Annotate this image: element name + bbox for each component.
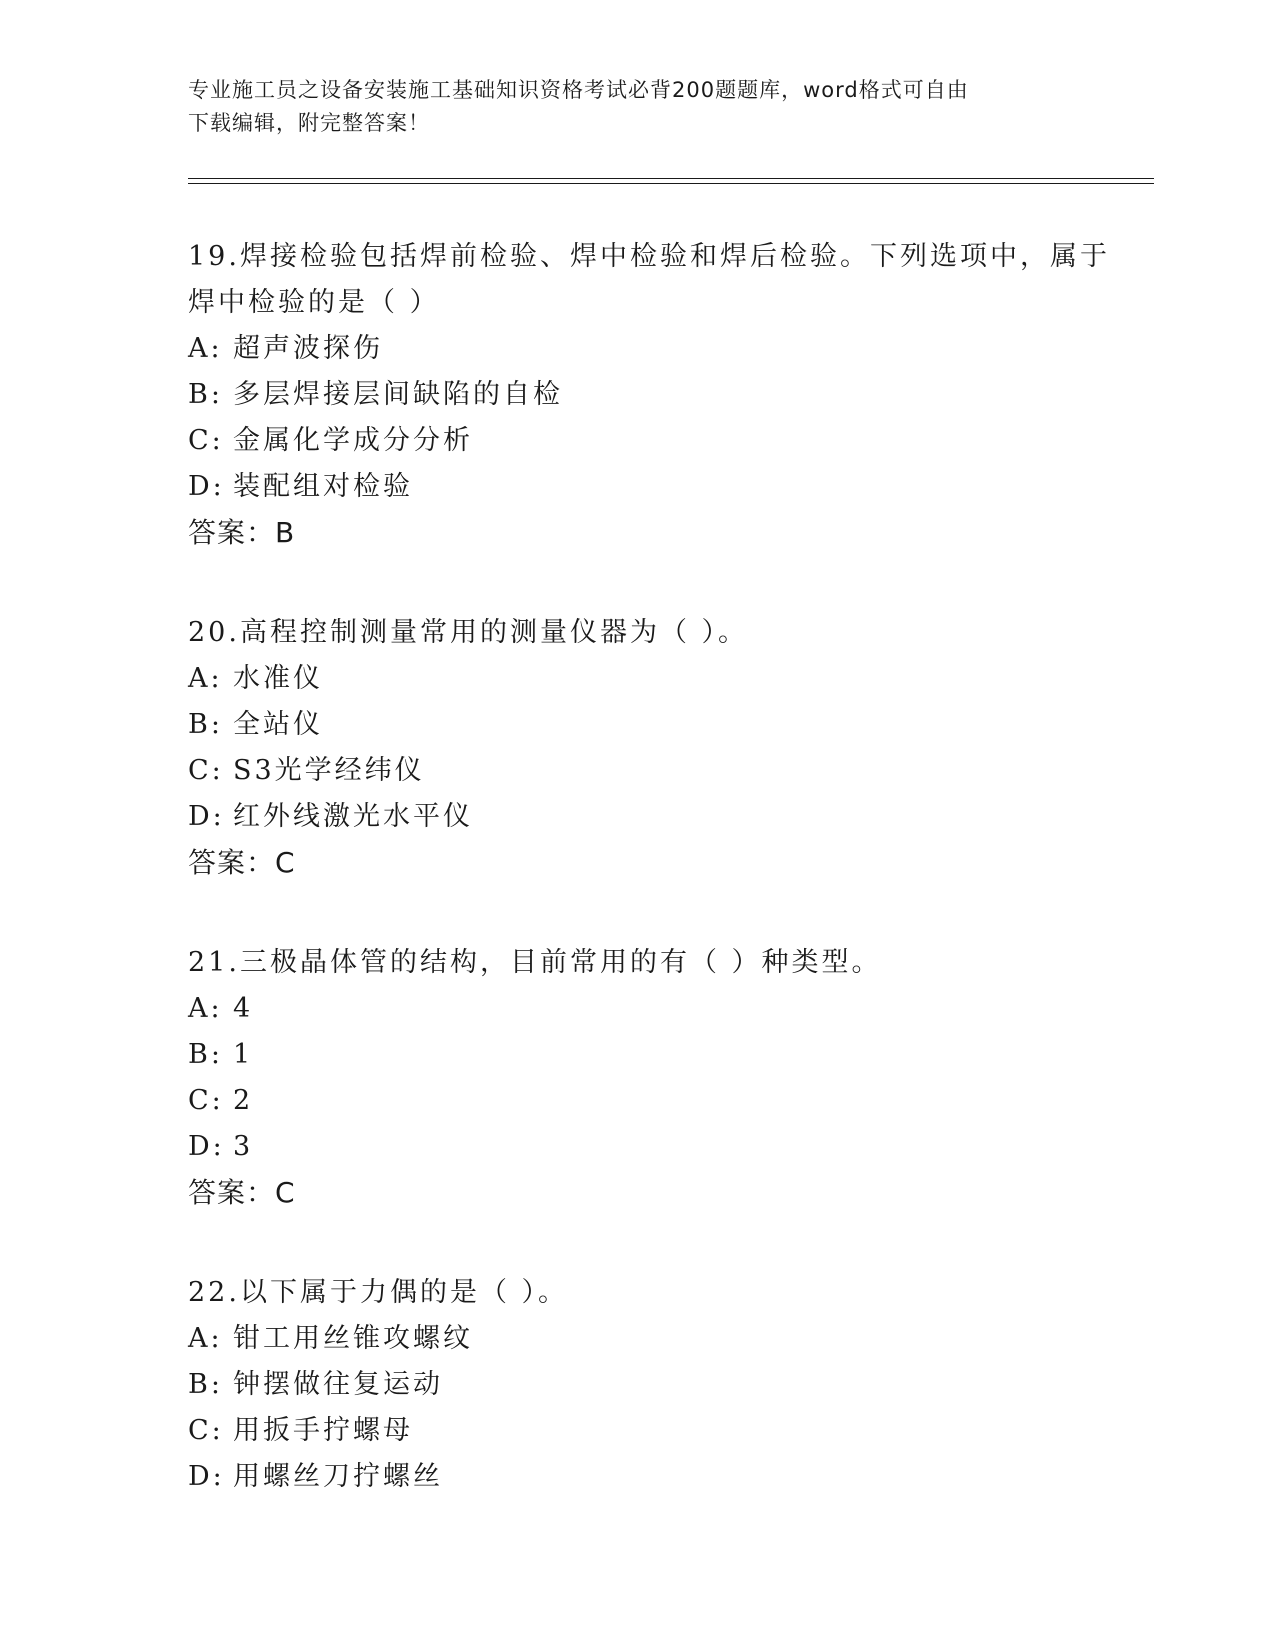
- option-a: [188, 326, 1148, 372]
- option-a: [188, 656, 1148, 702]
- answer-line: 答案：C: [188, 846, 296, 879]
- question-22: [188, 1270, 1148, 1500]
- option-letter: D:: [188, 471, 225, 502]
- question-text: 焊中检验的是（ ）: [188, 287, 440, 318]
- option-text: 3: [233, 1131, 254, 1162]
- option-text: 1: [233, 1039, 254, 1070]
- option-text: 用螺丝刀拧螺丝: [233, 1461, 443, 1492]
- option-d: [188, 1124, 1148, 1170]
- option-letter: D:: [188, 1131, 225, 1162]
- option-text: S3光学经纬仪: [233, 755, 425, 786]
- option-c: [188, 1408, 1148, 1454]
- option-text: 钳工用丝锥攻螺纹: [233, 1323, 473, 1354]
- answer-line: 答案：C: [188, 1176, 296, 1209]
- option-text: 红外线激光水平仪: [233, 801, 473, 832]
- question-list: [188, 234, 1148, 1554]
- option-d: [188, 794, 1148, 840]
- option-b: [188, 702, 1148, 748]
- question-text: 22.以下属于力偶的是（ ）。: [188, 1277, 569, 1308]
- option-text: 装配组对检验: [233, 471, 413, 502]
- question-text: 19.焊接检验包括焊前检验、焊中检验和焊后检验。下列选项中，属于: [188, 241, 1110, 272]
- option-b: [188, 1032, 1148, 1078]
- header-line-1: 专业施工员之设备安装施工基础知识资格考试必背200题题库，word格式可自由: [188, 78, 969, 102]
- option-letter: A:: [188, 993, 223, 1024]
- question-text: 21.三极晶体管的结构，目前常用的有（ ）种类型。: [188, 947, 882, 978]
- option-text: 多层焊接层间缺陷的自检: [233, 379, 563, 410]
- question-text: 20.高程控制测量常用的测量仪器为（ ）。: [188, 617, 749, 648]
- option-letter: A:: [188, 663, 223, 694]
- option-text: 用扳手拧螺母: [233, 1415, 413, 1446]
- option-d: [188, 1454, 1148, 1500]
- option-letter: D:: [188, 801, 225, 832]
- option-letter: C:: [188, 425, 224, 456]
- option-b: [188, 372, 1148, 418]
- option-text: 超声波探伤: [233, 333, 383, 364]
- option-c: [188, 418, 1148, 464]
- option-a: [188, 986, 1148, 1032]
- option-letter: B:: [188, 1369, 223, 1400]
- question-21: [188, 940, 1148, 1216]
- question-20: [188, 610, 1148, 886]
- option-letter: C:: [188, 1415, 224, 1446]
- document-header: [188, 74, 1088, 140]
- option-text: 金属化学成分分析: [233, 425, 473, 456]
- option-letter: A:: [188, 1323, 223, 1354]
- option-c: [188, 748, 1148, 794]
- option-letter: A:: [188, 333, 223, 364]
- option-text: 水准仪: [233, 663, 323, 694]
- answer-line: 答案：B: [188, 516, 296, 549]
- option-letter: C:: [188, 1085, 224, 1116]
- option-letter: D:: [188, 1461, 225, 1492]
- option-text: 钟摆做往复运动: [233, 1369, 443, 1400]
- option-text: 全站仪: [233, 709, 323, 740]
- option-c: [188, 1078, 1148, 1124]
- option-b: [188, 1362, 1148, 1408]
- question-19: [188, 234, 1148, 556]
- option-text: 4: [233, 993, 254, 1024]
- option-letter: B:: [188, 379, 223, 410]
- option-a: [188, 1316, 1148, 1362]
- header-divider: [188, 178, 1154, 184]
- option-letter: B:: [188, 709, 223, 740]
- header-line-2: 下载编辑，附完整答案！: [188, 111, 430, 135]
- option-d: [188, 464, 1148, 510]
- option-letter: C:: [188, 755, 224, 786]
- option-text: 2: [233, 1085, 254, 1116]
- option-letter: B:: [188, 1039, 223, 1070]
